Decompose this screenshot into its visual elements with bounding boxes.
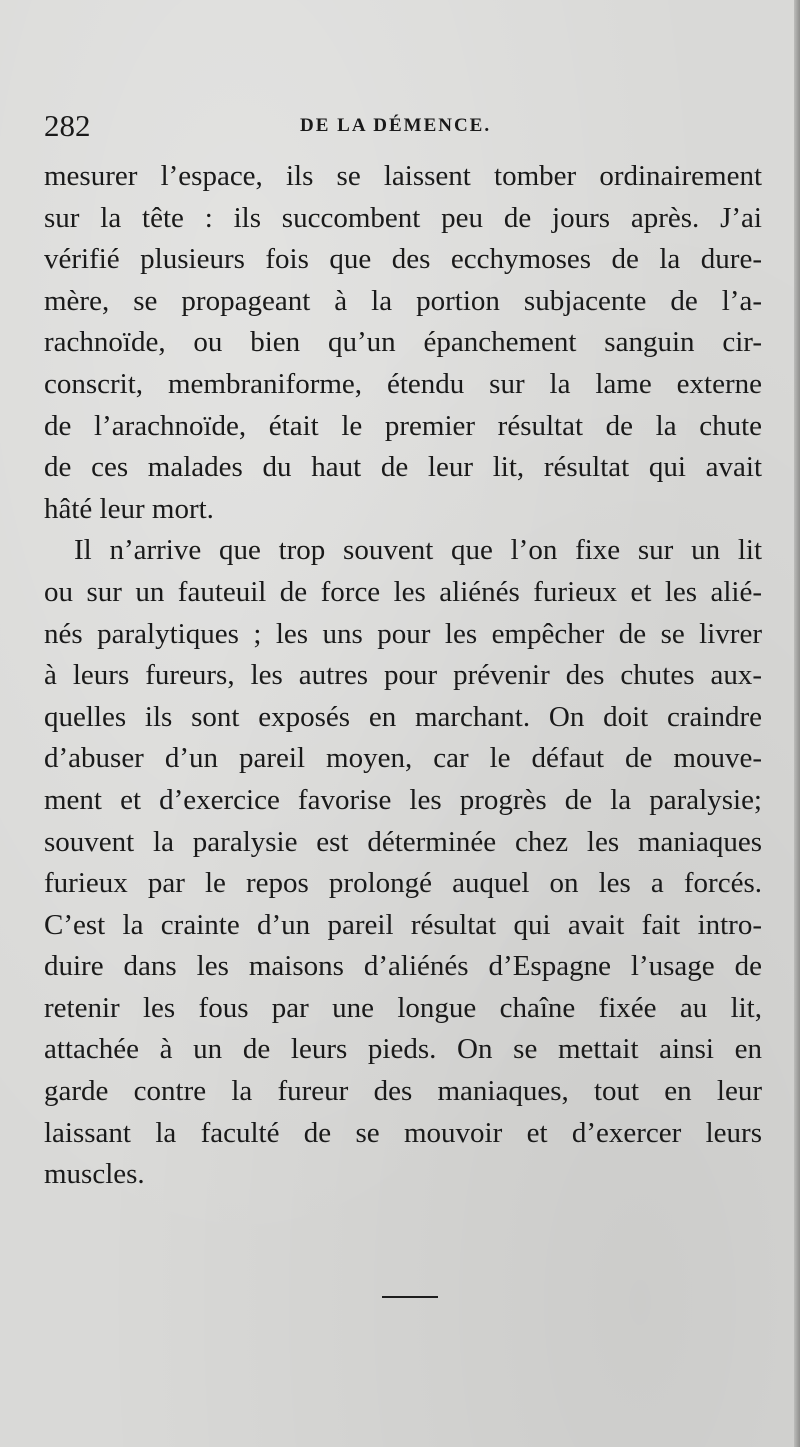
text-line: Il n’arrive que trop souvent que l’on fixe sur un lit [74, 534, 762, 567]
text-line: mesurer l’espace, ils se laissent tomber ordinairement [44, 160, 762, 192]
text-line: d’abuser d’un pareil moyen, car le défaut de mouve- [44, 742, 762, 775]
text-line: rachnoïde, ou bien qu’un épanchement sanguin cir- [44, 326, 762, 359]
text-line: à leurs fureurs, les autres pour prévenir des chutes aux- [44, 659, 762, 692]
page-header [44, 108, 764, 148]
text-line: mère, se propageant à la portion subjacente de l’a- [44, 284, 762, 317]
text-line: C’est la crainte d’un pareil résultat qui avait fait intro- [44, 908, 762, 941]
text-line: attachée à un de leurs pieds. On se mettait ainsi en [44, 1033, 762, 1066]
text-line: laissant la faculté de se mouvoir et d’exercer leurs [44, 1116, 762, 1149]
text-line: quelles ils sont exposés en marchant. On doit craindre [44, 700, 762, 733]
text-line: furieux par le repos prolongé auquel on les a forcés. [44, 867, 762, 900]
text-line: retenir les fous par une longue chaîne fixée au lit, [44, 991, 762, 1024]
text-line: hâté leur mort. [44, 492, 214, 525]
paragraph-2 [44, 530, 762, 1196]
page-number: 282 [44, 108, 91, 143]
body-text [44, 156, 762, 1196]
text-line: sur la tête : ils succombent peu de jours après. J’ai [44, 201, 762, 234]
paragraph-1 [44, 156, 762, 530]
text-line: nés paralytiques ; les uns pour les empêcher de se livrer [44, 617, 762, 650]
text-line: vérifié plusieurs fois que des ecchymoses de la dure- [44, 243, 762, 276]
text-line: souvent la paralysie est déterminée chez les maniaques [44, 825, 762, 858]
text-line: duire dans les maisons d’aliénés d’Espagne l’usage de [44, 950, 762, 983]
text-line: ment et d’exercice favorise les progrès de la paralysie; [44, 783, 762, 816]
text-line: muscles. [44, 1158, 145, 1191]
text-line: conscrit, membraniforme, étendu sur la lame externe [44, 367, 762, 400]
text-line: garde contre la fureur des maniaques, tout en leur [44, 1075, 762, 1108]
text-line: de l’arachnoïde, était le premier résultat de la chute [44, 409, 762, 442]
section-end-rule [382, 1296, 438, 1298]
page-edge-shadow [794, 0, 800, 1447]
running-head: DE LA DÉMENCE. [300, 115, 492, 136]
text-line: de ces malades du haut de leur lit, résultat qui avait [44, 451, 762, 484]
text-line: ou sur un fauteuil de force les aliénés furieux et les alié- [44, 575, 762, 608]
